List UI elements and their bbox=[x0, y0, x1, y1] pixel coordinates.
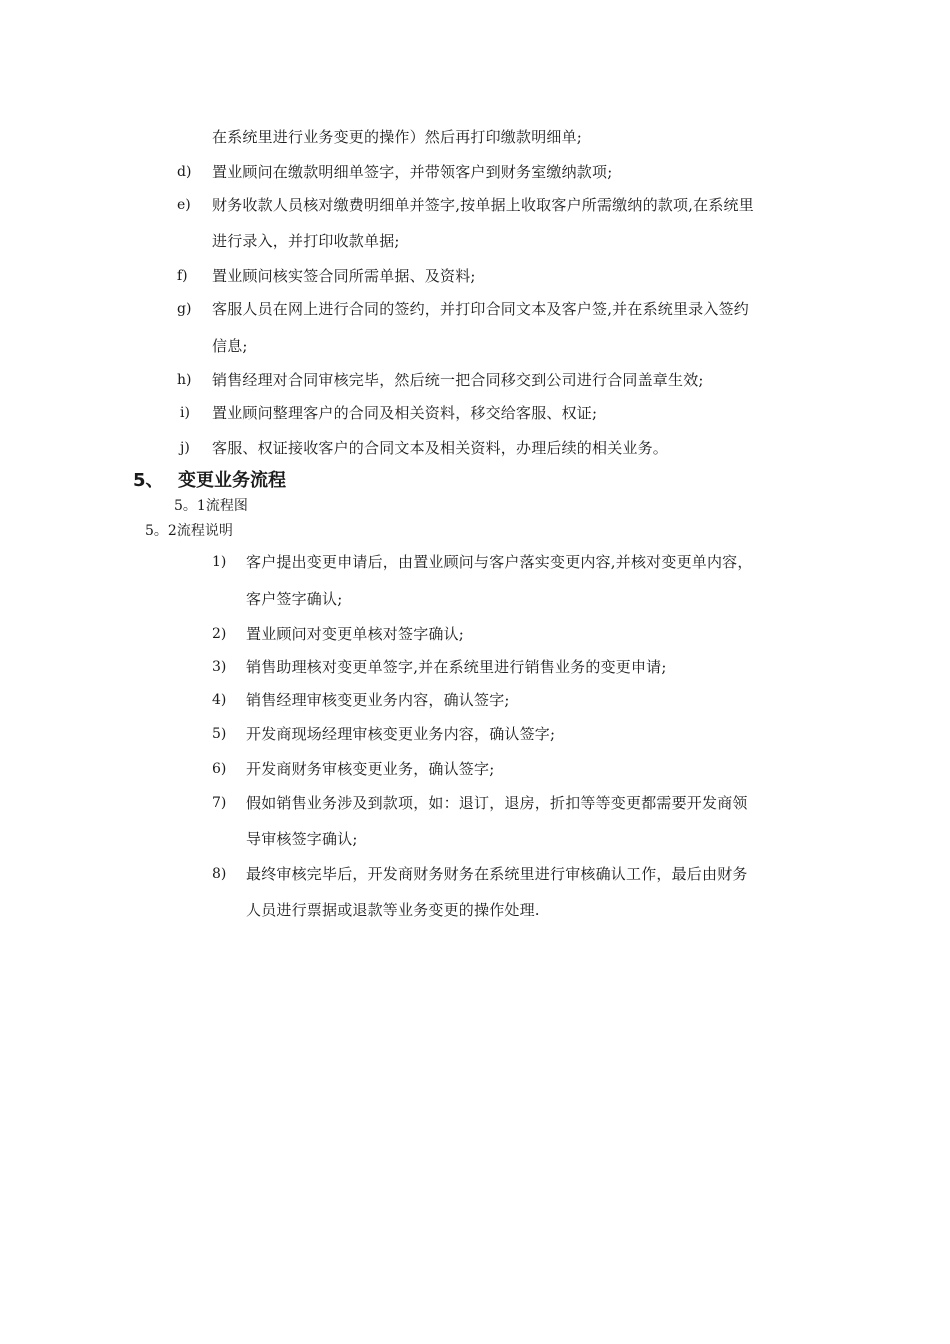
step-5-text: 开发商现场经理审核变更业务内容，确认签字; bbox=[246, 725, 556, 743]
list-item-d-text: 置业顾问在缴款明细单签字，并带领客户到财务室缴纳款项; bbox=[212, 163, 613, 181]
list-item-g-text-line2: 信息; bbox=[212, 337, 248, 355]
list-item-f-text: 置业顾问核实签合同所需单据、及资料; bbox=[212, 267, 476, 285]
step-7-text-line1: 假如销售业务涉及到款项，如：退订，退房，折扣等等变更都需要开发商领 bbox=[246, 794, 748, 812]
section-title: 变更业务流程 bbox=[178, 470, 286, 491]
subsection-5-1: 5。1流程图 bbox=[174, 498, 248, 514]
step-8-marker: 8) bbox=[212, 866, 227, 882]
list-item-i-marker: i) bbox=[180, 405, 190, 421]
list-item-j-marker: j) bbox=[180, 440, 190, 456]
list-item-h-text: 销售经理对合同审核完毕，然后统一把合同移交到公司进行合同盖章生效; bbox=[212, 371, 704, 389]
step-3-marker: 3) bbox=[212, 659, 227, 675]
step-4-text: 销售经理审核变更业务内容，确认签字; bbox=[246, 691, 510, 709]
step-8-text-line1: 最终审核完毕后，开发商财务财务在系统里进行审核确认工作，最后由财务 bbox=[246, 865, 748, 883]
step-3-text: 销售助理核对变更单签字,并在系统里进行销售业务的变更申请; bbox=[246, 658, 667, 676]
step-1-text-line1: 客户提出变更申请后，由置业顾问与客户落实变更内容,并核对变更单内容， bbox=[246, 553, 753, 571]
step-7-marker: 7) bbox=[212, 795, 227, 811]
list-item-d-marker: d) bbox=[177, 164, 192, 180]
step-6-marker: 6) bbox=[212, 761, 227, 777]
list-item-f-marker: f) bbox=[177, 268, 188, 284]
list-continuation-text: 在系统里进行业务变更的操作）然后再打印缴款明细单; bbox=[212, 128, 583, 146]
step-5-marker: 5) bbox=[212, 726, 227, 742]
list-item-e-text-line2: 进行录入，并打印收款单据; bbox=[212, 232, 400, 250]
subsection-5-2: 5。2流程说明 bbox=[145, 523, 233, 539]
list-item-g-marker: g) bbox=[177, 301, 192, 317]
step-6-text: 开发商财务审核变更业务，确认签字; bbox=[246, 760, 495, 778]
step-2-text: 置业顾问对变更单核对签字确认; bbox=[246, 625, 465, 643]
step-4-marker: 4) bbox=[212, 692, 227, 708]
list-item-i-text: 置业顾问整理客户的合同及相关资料，移交给客服、权证; bbox=[212, 404, 598, 422]
list-item-e-marker: e) bbox=[177, 197, 191, 213]
step-1-text-line2: 客户签字确认; bbox=[246, 590, 343, 608]
list-item-h-marker: h) bbox=[177, 372, 192, 388]
step-8-text-line2: 人员进行票据或退款等业务变更的操作处理. bbox=[246, 901, 540, 919]
list-item-g-text-line1: 客服人员在网上进行合同的签约，并打印合同文本及客户签,并在系统里录入签约 bbox=[212, 300, 749, 318]
list-item-j-text: 客服、权证接收客户的合同文本及相关资料，办理后续的相关业务。 bbox=[212, 439, 669, 457]
list-item-e-text-line1: 财务收款人员核对缴费明细单并签字,按单据上收取客户所需缴纳的款项,在系统里 bbox=[212, 196, 754, 214]
step-1-marker: 1) bbox=[212, 554, 227, 570]
section-number: 5、 bbox=[133, 470, 164, 491]
step-2-marker: 2) bbox=[212, 626, 227, 642]
step-7-text-line2: 导审核签字确认; bbox=[246, 830, 358, 848]
